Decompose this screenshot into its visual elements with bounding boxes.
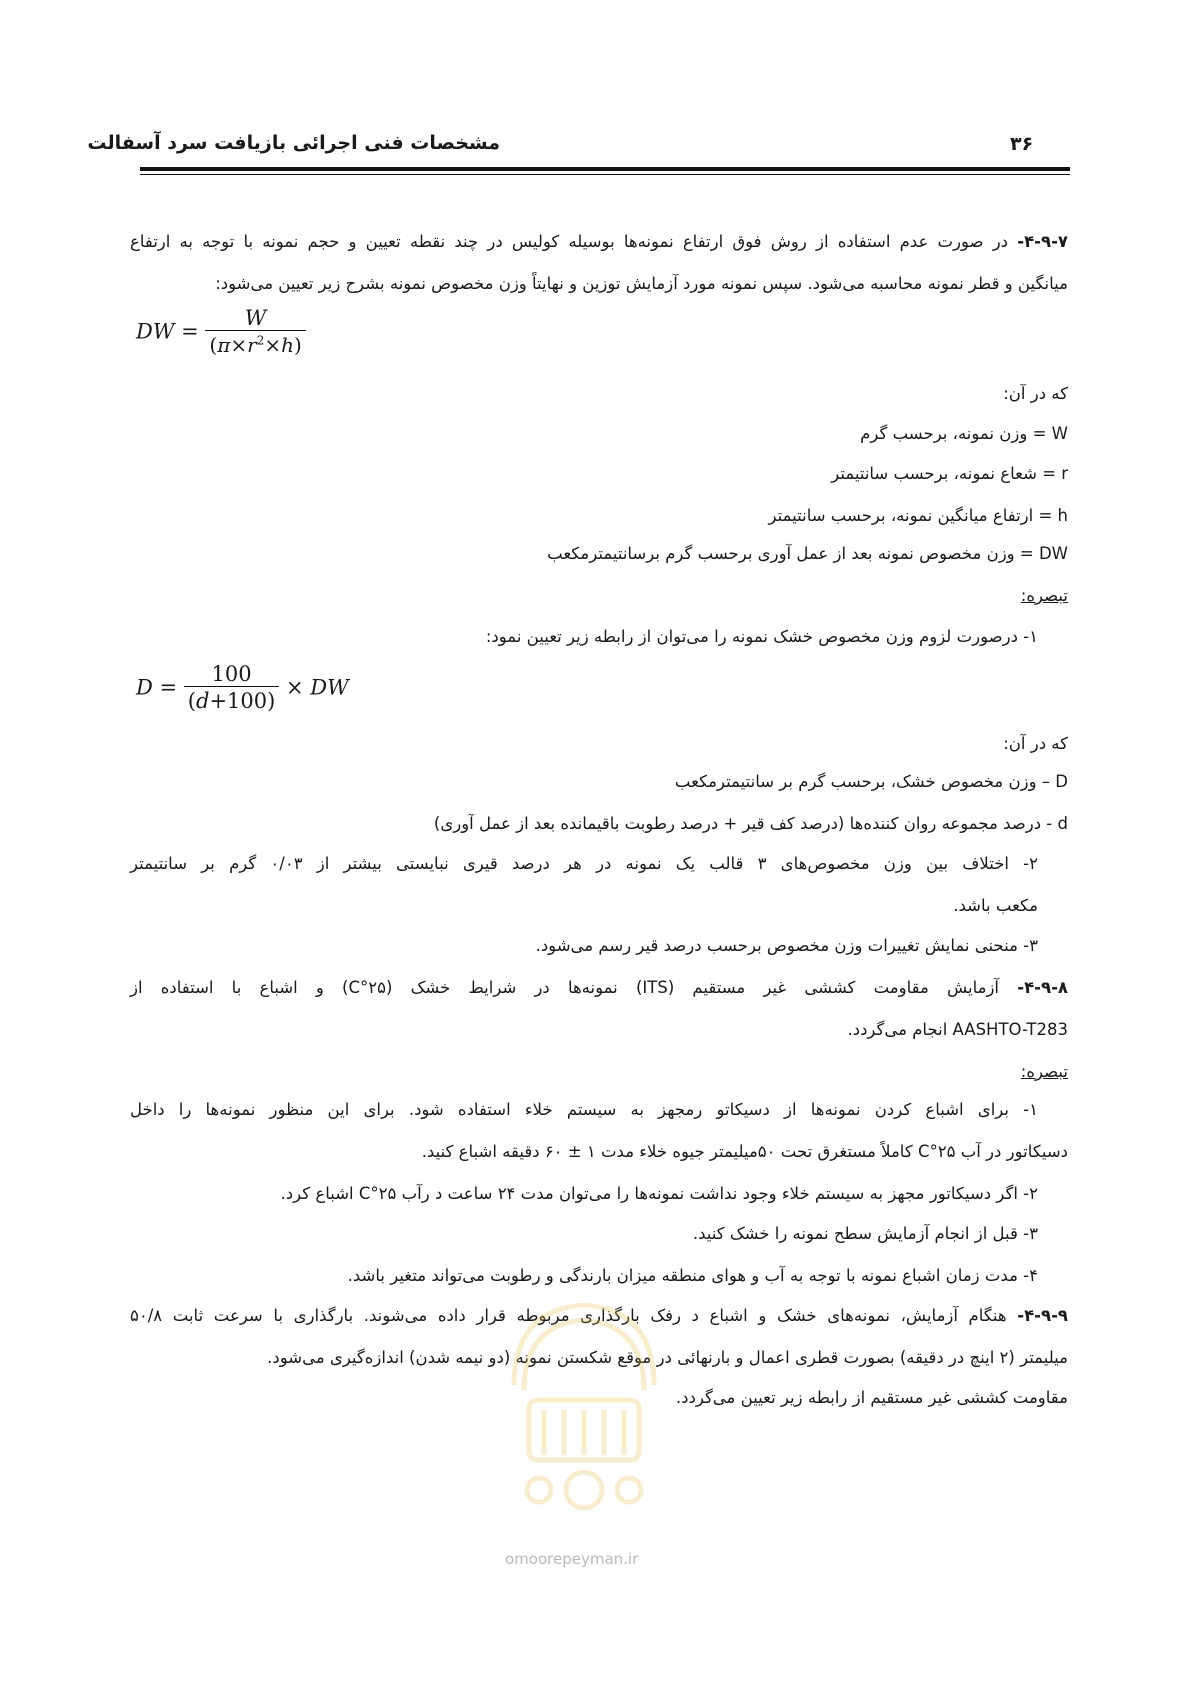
note-1-item-1: ۱- درصورت لزوم وزن مخصوص خشک نمونه را می‌توان از رابطه زیر تعیین نمود: (485, 627, 1038, 646)
equation-d: D = $\frac{100}{(d+100)}$ × DW (136, 662, 349, 713)
para-7-line-2: میانگین و قطر نمونه محاسبه می‌شود. سپس نمونه مورد آزمایش توزین و نهایتاً وزن مخصوص نمونه بشرح زیر تعیین می‌شود: (215, 274, 1068, 293)
header-rule-thick (140, 167, 1070, 171)
note-2-item-4: ۴- مدت زمان اشباع نمونه با توجه به آب و هوای منطقه میزان بارندگی و رطوبت می‌تواند متغیر باشد. (347, 1266, 1038, 1285)
note-2-item-2: ۲- اگر دسیکاتور مجهز به سیستم خلاء وجود نداشت نمونه‌ها را می‌توان مدت ۲۴ ساعت د رآب ۲۵°C اشباع کرد. (280, 1184, 1038, 1203)
para-9-line-1: ۴-۹-۹- هنگام آزمایش، نمونه‌های خشک و اشباع د رفک بارگذاری مربوطه قرار داده می‌شوند. بارگذاری با سرعت ثابت ۵۰/۸ (130, 1306, 1068, 1325)
watermark-seal-icon (484, 1290, 684, 1520)
definition-d: D – وزن مخصوص خشک، برحسب گرم بر سانتیمترمکعب (674, 772, 1068, 791)
definition-small-d: d - درصد مجموعه روان کننده‌ها (درصد کف قیر + درصد رطوبت باقیمانده بعد از عمل آوری) (433, 814, 1068, 833)
para-9-line-3: مقاومت کششی غیر مستقیم از رابطه زیر تعیین می‌گردد. (675, 1388, 1068, 1407)
para-8-line-1: ۴-۹-۸- آزمایش مقاومت کششی غیر مستقیم (ITS) نمونه‌ها در شرایط خشک (۲۵°C) و اشباع با استفاده از (130, 978, 1068, 997)
definition-r: r = شعاع نمونه، برحسب سانتیمتر (831, 464, 1068, 483)
para-9-line-2: میلیمتر (۲ اینچ در دقیقه) بصورت قطری اعمال و بارنهائی در موقع شکستن نمونه (دو نیمه شدن) اندازه‌گیری می‌شود. (267, 1348, 1068, 1367)
note-1-item-2-cont: مکعب باشد. (953, 896, 1038, 915)
definition-h: h = ارتفاع میانگین نمونه، برحسب سانتیمتر (768, 506, 1068, 525)
eq-numerator: W (244, 306, 267, 330)
note-1-item-2: ۲- اختلاف بین وزن مخصوص‌های ۳ قالب یک نمونه در هر درصد قیری نبایستی بیشتر از ۰/۰۳ گرم بر سانتیمتر (130, 854, 1038, 873)
section-number: ۴-۹-۷- (1017, 232, 1068, 251)
definition-dw: DW = وزن مخصوص نمونه بعد از عمل آوری برحسب گرم برسانتیمترمکعب (547, 544, 1068, 563)
note-2-label: تبصره: (1020, 1062, 1068, 1081)
note-2-item-1-cont: دسیکاتور در آب ۲۵°C کاملاً مستغرق تحت ۵۰میلیمتر جیوه خلاء مدت ۱ ± ۶۰ دقیقه اشباع کنید. (421, 1142, 1068, 1161)
para-8-line-2: AASHTO-T283 انجام می‌گردد. (847, 1020, 1068, 1039)
note-label: تبصره: (1020, 586, 1068, 605)
equation-dw: DW = $\frac{W}{(\pi\times r^2\times h)}$ (136, 306, 306, 357)
page-number: ۳۶ (1010, 133, 1034, 155)
note-2-item-3: ۳- قبل از انجام آزمایش سطح نمونه را خشک کنید. (692, 1224, 1038, 1243)
definition-w: W = وزن نمونه، برحسب گرم (860, 424, 1068, 443)
note-1-item-3: ۳- منحنی نمایش تغییرات وزن مخصوص برحسب درصد قیر رسم می‌شود. (535, 936, 1038, 955)
header-title: مشخصات فنی اجرائی بازیافت سرد آسفالت (87, 132, 500, 154)
where-label: که در آن: (1003, 384, 1068, 403)
watermark-url: omoorepeyman.ir (505, 1550, 639, 1568)
note-2-item-1: ۱- برای اشباع کردن نمونه‌ها از دسیکاتو رمجهز به سیستم خلاء استفاده شود. برای این منظور نمونه‌ها را داخل (130, 1100, 1038, 1119)
header-rule-thin (140, 174, 1070, 175)
where-label-2: که در آن: (1003, 734, 1068, 753)
para-7-line-1: ۴-۹-۷- در صورت عدم استفاده از روش فوق ارتفاع نمونه‌ها بوسیله کولیس در چند نقطه تعیین و حجم نمونه با توجه به ارتفاع (130, 232, 1068, 251)
